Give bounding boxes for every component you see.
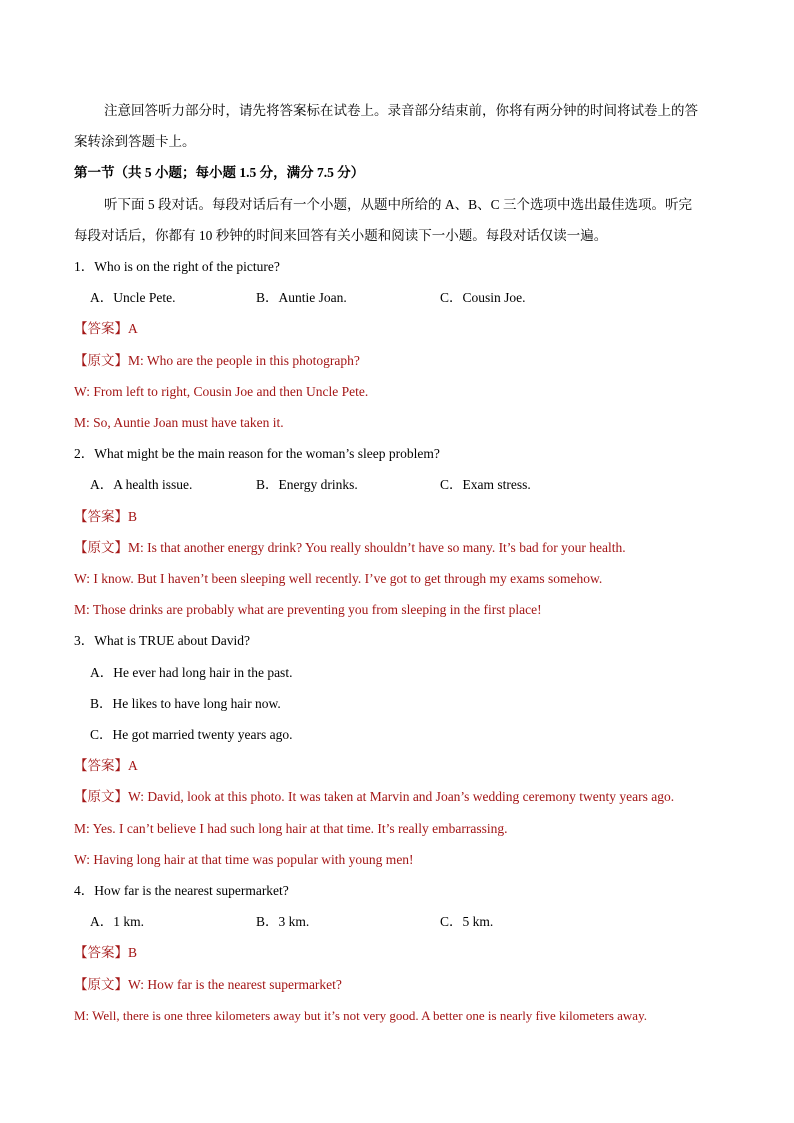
question-stem: 1．Who is on the right of the picture? (74, 259, 280, 274)
transcript-label: 【原文】 (74, 977, 128, 992)
section-title: 第一节（共 5 小题；每小题 1.5 分，满分 7.5 分） (74, 165, 365, 180)
question-stem: 2．What might be the main reason for the woman’s sleep problem? (74, 446, 440, 461)
answer-value: B (128, 509, 138, 524)
answer-line (74, 508, 137, 526)
answer-value: A (128, 321, 138, 336)
option-a: A．Uncle Pete. (90, 290, 176, 305)
option-c: C．He got married twenty years ago. (90, 727, 293, 742)
transcript-text: W: How far is the nearest supermarket? (128, 977, 342, 992)
transcript-text: W: David, look at this photo. It was taken at Marvin and Joan’s wedding ceremony twenty years ago. (128, 789, 675, 804)
transcript-line: W: I know. But I haven’t been sleeping well recently. I’ve got to get through my exams somehow. (74, 571, 603, 586)
question-stem: 4．How far is the nearest supermarket? (74, 883, 289, 898)
option-b: B．He likes to have long hair now. (90, 696, 281, 711)
transcript-line (74, 352, 360, 370)
option-a: A．1 km. (90, 914, 144, 929)
answer-label: 【答案】 (74, 758, 128, 773)
answer-label: 【答案】 (74, 509, 128, 524)
transcript-label: 【原文】 (74, 353, 128, 368)
answer-line (74, 944, 137, 962)
intro-line-2: 案转涂到答题卡上。 (74, 134, 196, 149)
transcript-text: M: Is that another energy drink? You really shouldn’t have so many. It’s bad for your health. (128, 540, 626, 555)
transcript-line: W: From left to right, Cousin Joe and then Uncle Pete. (74, 384, 369, 399)
intro-line-1: 注意回答听力部分时，请先将答案标在试卷上。录音部分结束前，你将有两分钟的时间将试卷上的答 (104, 103, 698, 118)
transcript-line (74, 788, 674, 806)
transcript-line: W: Having long hair at that time was popular with young men! (74, 852, 414, 867)
option-c: C．Exam stress. (440, 477, 531, 492)
answer-value: B (128, 945, 138, 960)
transcript-label: 【原文】 (74, 540, 128, 555)
transcript-label: 【原文】 (74, 789, 128, 804)
option-c: C．5 km. (440, 914, 494, 929)
section-instruction-2: 每段对话后，你都有 10 秒钟的时间来回答有关小题和阅读下一小题。每段对话仅读一遍。 (74, 228, 608, 243)
transcript-line: M: Well, there is one three kilometers away but it’s not very good. A better one is nearly five kilometers away. (74, 1008, 647, 1023)
section-instruction-1: 听下面 5 段对话。每段对话后有一个小题，从题中所给的 A、B、C 三个选项中选出最佳选项。听完 (104, 197, 693, 212)
option-a: A．He ever had long hair in the past. (90, 665, 293, 680)
transcript-line: M: Yes. I can’t believe I had such long hair at that time. It’s really embarrassing. (74, 821, 508, 836)
transcript-line: M: Those drinks are probably what are preventing you from sleeping in the first place! (74, 602, 542, 617)
transcript-line (74, 539, 626, 557)
option-b: B．Energy drinks. (256, 477, 358, 492)
option-a: A．A health issue. (90, 477, 193, 492)
transcript-text: M: Who are the people in this photograph? (128, 353, 360, 368)
answer-line (74, 320, 138, 338)
answer-label: 【答案】 (74, 945, 128, 960)
transcript-line (74, 976, 342, 994)
answer-label: 【答案】 (74, 321, 128, 336)
option-c: C．Cousin Joe. (440, 290, 526, 305)
answer-line (74, 757, 138, 775)
option-b: B．3 km. (256, 914, 310, 929)
option-b: B．Auntie Joan. (256, 290, 347, 305)
transcript-line: M: So, Auntie Joan must have taken it. (74, 415, 284, 430)
answer-value: A (128, 758, 138, 773)
question-stem: 3．What is TRUE about David? (74, 633, 250, 648)
